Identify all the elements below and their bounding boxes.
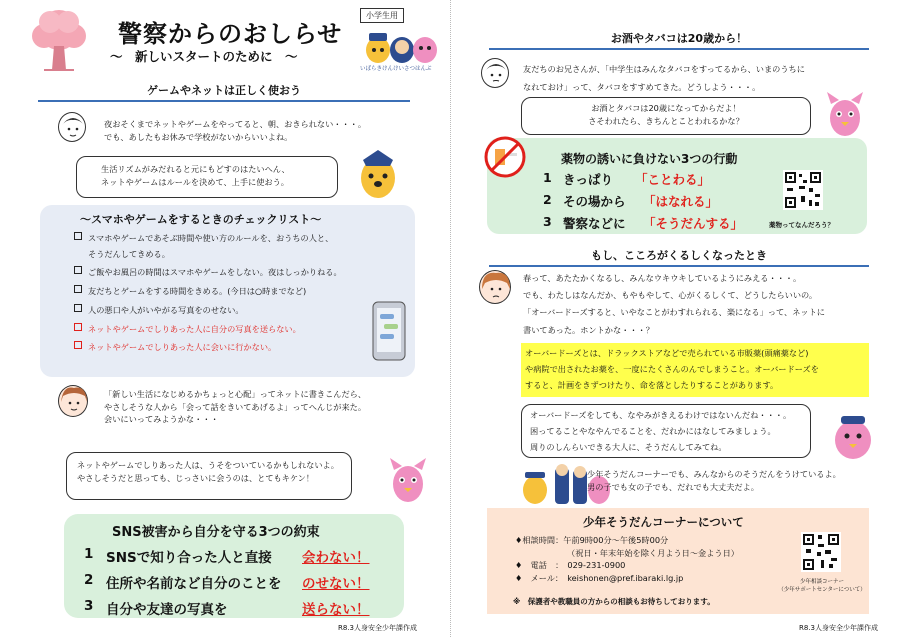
qr-caption-drugs: 薬物ってなんだろう？ <box>769 221 834 229</box>
qr-code-drugs[interactable] <box>783 170 823 210</box>
checkbox[interactable] <box>74 323 82 331</box>
consult-details <box>515 534 795 585</box>
drug-action-item: 3 警察などに 「そうだんする」 <box>543 214 744 231</box>
checkbox[interactable] <box>74 285 82 293</box>
cherry-tree-icon <box>30 8 88 74</box>
footer-credit: R8.3人身安全少年課作成 <box>799 624 878 632</box>
checklist-item[interactable]: ご飯やお風呂の時間はスマホやゲームをしない。夜はしっかりねる。 <box>74 266 374 279</box>
sns-title: SNS被害から自分を守る3つの約束 <box>112 525 320 540</box>
checklist <box>74 232 374 354</box>
mascot-caption: いばらきけんけいさつはんぶ <box>360 66 432 72</box>
drug-title: 薬物の誘いに負けない3つの行動 <box>561 152 738 166</box>
girl-avatar <box>58 385 88 417</box>
checklist-item[interactable]: 友だちとゲームをする時間をきめる。(今日は○時までなど) <box>74 285 374 298</box>
smartphone-icon <box>370 300 408 362</box>
answer-bubble: お酒とタバコは20歳になってからだよ！ さそわれたら、きちんとことわれるかな？ <box>521 97 811 135</box>
overdose-explanation: オーバードーズとは、ドラックストアなどで売られている市販薬(頭痛薬など) や病院で出されたお薬を、一度にたくさんのんでしまうこと。オーバードーズを すると、計画をきずつけたり、命を落としたりすることがあります。 <box>521 343 869 397</box>
consult-note: ※ 保護者や教職員の方からの相談もお待ちしております。 <box>513 597 715 606</box>
child-statement: 夜おそくまでネットやゲームをやってると、朝、おきられない・・・。 でも、あしたもお休みで学校がないからいいよね。 <box>104 119 367 142</box>
checkbox[interactable] <box>74 232 82 240</box>
sns-promise-item: 2 住所や名前など自分のことを のせない！ <box>84 572 370 592</box>
section-title-games: ゲームやネットは正しく使おう <box>38 82 410 102</box>
section-title-mental-health: もし、こころがくるしくなったとき <box>489 247 869 267</box>
worried-statement: 春って、あたたかくなるし、みんなウキウキしているようにみえる・・・。 でも、わたしはなんだか、もやもやして、心がくるしくて、どうしたらいいの。 「オーバードーズすると、いやなことがわすれられる、楽になる」って、ネットに 書いてあった。ホントかな・・・？ <box>523 273 825 335</box>
consult-title: 少年そうだんコーナーについて <box>583 515 744 529</box>
qr-code-consult[interactable] <box>801 532 841 572</box>
police-pink-mascots-icon <box>823 408 883 460</box>
sns-promise-list <box>84 546 404 618</box>
police-dog-mascot-icon <box>354 146 402 200</box>
checklist-item-warning[interactable]: ネットやゲームでしりあった人に会いに行かない。 <box>74 341 374 354</box>
sns-promise-item: 1 SNSで知り合った人と直接 会わない！ <box>84 546 370 566</box>
right-page <box>450 0 900 637</box>
consult-email[interactable]: ♦ メール： keishonen@pref.ibaraki.lg.jp <box>515 573 684 584</box>
pink-mascot-icon <box>825 90 865 138</box>
checkbox[interactable] <box>74 341 82 349</box>
page-title: 警察からのおしらせ <box>118 20 343 48</box>
police-mascots-icon <box>362 30 440 64</box>
consult-phone[interactable]: ♦ 電話 ： 029-231-0900 <box>515 560 626 571</box>
friend-statement: 友だちのお兄さんが、「中学生はみんなタバコをすってるから、いまのうちに なれておけ」って、タバコをすすめてきた。どうしよう・・・。 <box>523 64 805 93</box>
checklist-item-warning[interactable]: ネットやゲームでしりあった人に自分の写真を送らない。 <box>74 323 374 336</box>
girl-statement: 「新しい生活になじめるかちょっと心配」ってネットに書きこんだら、 やさしそうな人から「会って話をきいてあげるよ」ってへんじが来た。 会いにいってみようかな・・・ <box>104 389 367 425</box>
consult-hours-note: （祝日・年末年始を除く月よう日～金よう日） <box>567 547 739 558</box>
page-subtitle: ～ 新しいスタートのために ～ <box>110 49 298 64</box>
section-title-alcohol: お酒やタバコは20歳から！ <box>489 30 869 50</box>
drug-action-item: 1 きっぱり 「ことわる」 <box>543 170 711 187</box>
qr-consult-caption: 少年相談コーナー （少年サポートセンターについて） <box>778 579 866 594</box>
checklist-item[interactable]: 人の悪口や人がいやがる写真をのせない。 <box>74 304 374 317</box>
consult-hours: ♦相談時間：午前9時00分～午後5時00分 <box>515 535 669 545</box>
grade-badge: 小学生用 <box>360 8 404 23</box>
drug-action-item: 2 その場から 「はなれる」 <box>543 192 719 209</box>
checklist-item[interactable]: スマホやゲームであそぶ時間や使い方のルールを、おうちの人と、 <box>74 232 374 245</box>
checkbox[interactable] <box>74 266 82 274</box>
checkbox[interactable] <box>74 304 82 312</box>
boy-avatar <box>481 58 509 88</box>
sns-promise-item: 3 自分や友達の写真を 送らない！ <box>84 598 370 618</box>
footer-credit: R8.3人身安全少年課作成 <box>338 624 417 632</box>
mascot-advice-bubble: オーバードーズをしても、なやみがきえるわけではないんだね・・・。 困ってることやなやんでることを、だれかにはなしてみましょう。 周りのしんらいできる大人に、そうだんしてみてね。 <box>521 404 811 458</box>
corner-statement: 少年そうだんコーナーでも、みんなからのそうだんをうけているよ。 男の子でも女の子でも、だれでも大丈夫だよ。 <box>587 469 841 492</box>
no-drinking-icon <box>483 135 527 179</box>
mascot-warning-bubble: ネットやゲームでしりあった人は、うそをついているかもしれないよ。 やさしそうだと思っても、じっさいに会うのは、とてもキケン！ <box>66 452 352 500</box>
checklist-item-continued: そうだんしてきめる。 <box>88 248 170 259</box>
boy-avatar <box>58 112 86 142</box>
police-advice-bubble: 生活リズムがみだれると元にもどすのはたいへん、 ネットやゲームはルールを決めて、上手に使おう。 <box>76 156 338 198</box>
pink-mascot-icon <box>388 456 428 504</box>
worried-girl-avatar <box>479 270 511 304</box>
checklist-title: ～スマホやゲームをするときのチェックリスト～ <box>80 213 322 226</box>
